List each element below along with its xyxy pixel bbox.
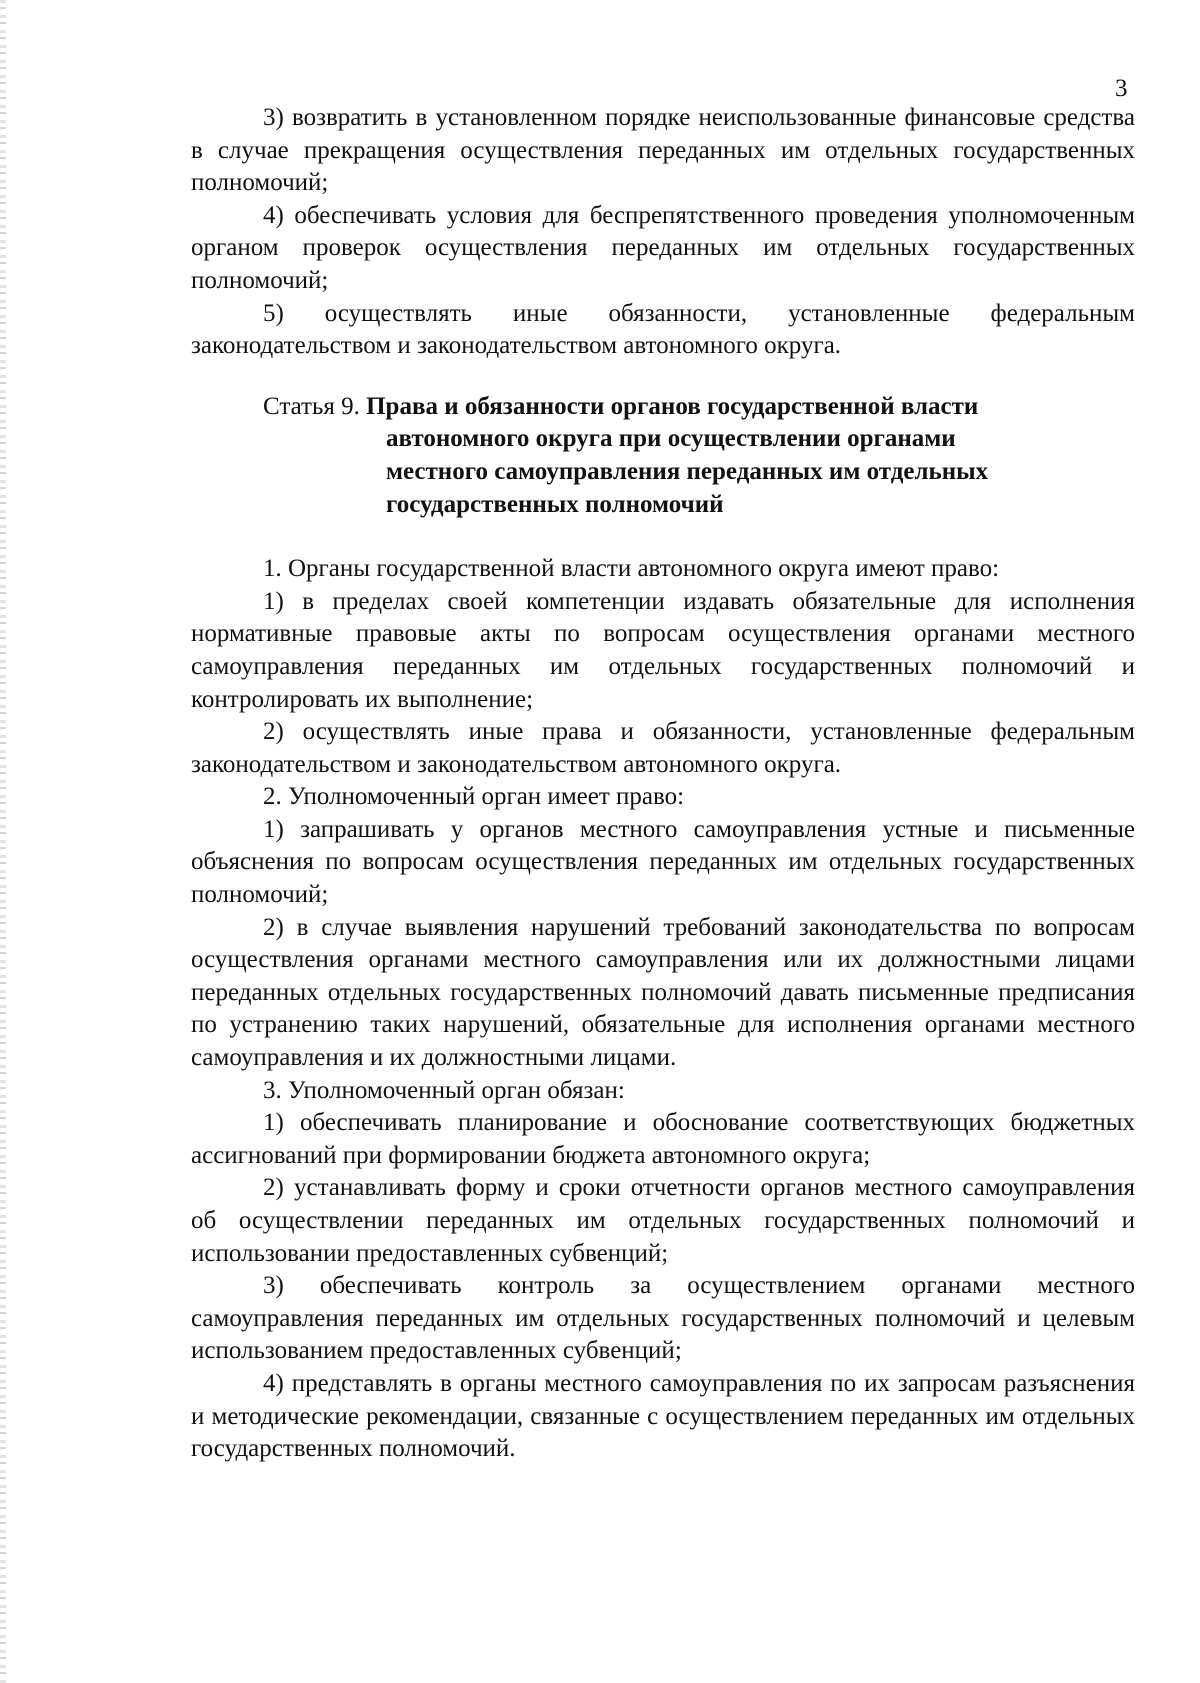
article-title-line: Права и обязанности органов государственной власти <box>366 392 979 420</box>
paragraph: 4) обеспечивать условия для беспрепятственного проведения уполномоченным органом проверок осуществления переданных им отдельных государственных полномочий; <box>191 201 1135 294</box>
article-title-line: автономного округа при осуществлении органами <box>386 425 956 453</box>
paragraph: 3) возвратить в установленном порядке неиспользованные финансовые средства в случае прекращения осуществления переданных им отдельных государственных полномочий; <box>191 104 1135 197</box>
paragraph: 1) запрашивать у органов местного самоуправления устные и письменные объяснения по вопросам осуществления переданных им отдельных государственных полномочий; <box>191 815 1135 909</box>
paragraph: 2) в случае выявления нарушений требований законодательства по вопросам осуществления органами местного самоуправления или их должностными лицами переданных отдельных государственных полномочий давать письменные предписания по устранению таких нарушений, обязательные для исполнения органами местного самоуправления и их должностными лицами. <box>191 913 1135 1072</box>
paragraph: 2) осуществлять иные права и обязанности, установленные федеральным законодательством и законодательством автономного округа. <box>191 718 1135 778</box>
page-number: 3 <box>1115 75 1128 102</box>
paragraph: 1. Органы государственной власти автономного округа имеют право: <box>263 555 1000 583</box>
document-body <box>191 102 1135 1466</box>
paragraph: 2. Уполномоченный орган имеет право: <box>263 783 685 811</box>
paragraph: 1) обеспечивать планирование и обоснование соответствующих бюджетных ассигнований при формировании бюджета автономного округа; <box>191 1109 1135 1169</box>
article-heading <box>191 391 1135 521</box>
paragraph: 1) в пределах своей компетенции издавать обязательные для исполнения нормативные правовые акты по вопросам осуществления органами местного самоуправления переданных им отдельных государственных полномочий и контролировать их выполнение; <box>191 587 1135 713</box>
paragraph: 3) обеспечивать контроль за осуществлением органами местного самоуправления переданных им отдельных государственных полномочий и целевым использованием предоставленных субвенций; <box>191 1272 1135 1365</box>
article-title-line: государственных полномочий <box>386 490 724 518</box>
paragraph: 5) осуществлять иные обязанности, установленные федеральным законодательством и законодательством автономного округа. <box>191 299 1135 360</box>
article-title-line: местного самоуправления переданных им отдельных <box>386 457 989 485</box>
paragraph: 2) устанавливать форму и сроки отчетности органов местного самоуправления об осуществлении переданных им отдельных государственных полномочий и использовании предоставленных субвенций; <box>191 1174 1135 1267</box>
article-label: Статья 9. <box>263 392 360 420</box>
paragraph: 4) представлять в органы местного самоуправления по их запросам разъяснения и методические рекомендации, связанные с осуществлением переданных им отдельных государственных полномочий. <box>191 1369 1135 1463</box>
paragraph: 3. Уполномоченный орган обязан: <box>263 1076 625 1104</box>
scan-edge-artifact <box>0 0 6 1683</box>
